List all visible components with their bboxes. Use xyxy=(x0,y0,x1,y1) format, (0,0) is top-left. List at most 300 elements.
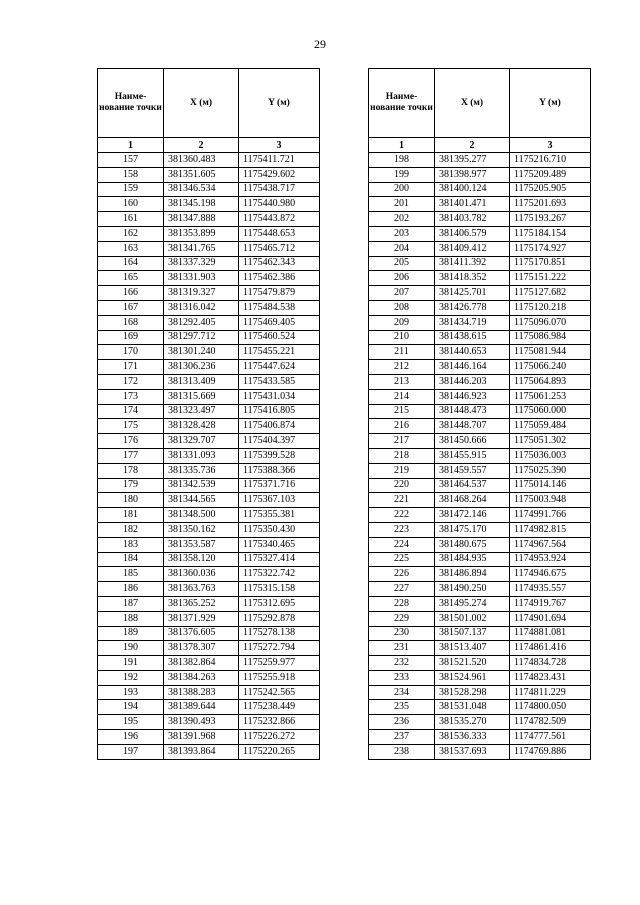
point-name-cell: 231 xyxy=(369,641,435,656)
table-row xyxy=(369,493,591,508)
point-name-cell: 225 xyxy=(369,552,435,567)
x-coordinate-cell: 381371.929 xyxy=(164,611,239,626)
x-coordinate-cell: 381475.170 xyxy=(435,522,510,537)
y-coordinate-cell: 1175278.138 xyxy=(239,626,320,641)
point-name-cell: 217 xyxy=(369,434,435,449)
x-coordinate-cell: 381353.587 xyxy=(164,537,239,552)
y-coordinate-cell: 1174777.561 xyxy=(510,730,591,745)
point-name-cell: 188 xyxy=(98,611,164,626)
y-coordinate-cell: 1175460.524 xyxy=(239,330,320,345)
x-coordinate-cell: 381347.888 xyxy=(164,212,239,227)
y-coordinate-cell: 1174935.557 xyxy=(510,582,591,597)
header-point-name: Наиме-нование точки xyxy=(369,69,435,138)
table-row xyxy=(98,744,320,759)
y-coordinate-cell: 1175388.366 xyxy=(239,463,320,478)
y-coordinate-cell: 1175406.874 xyxy=(239,419,320,434)
y-coordinate-cell: 1175255.918 xyxy=(239,670,320,685)
table-row xyxy=(98,537,320,552)
table-row xyxy=(98,670,320,685)
x-coordinate-cell: 381536.333 xyxy=(435,730,510,745)
y-coordinate-cell: 1175479.879 xyxy=(239,286,320,301)
point-name-cell: 195 xyxy=(98,715,164,730)
y-coordinate-cell: 1174967.564 xyxy=(510,537,591,552)
x-coordinate-cell: 381337.329 xyxy=(164,256,239,271)
point-name-cell: 169 xyxy=(98,330,164,345)
point-name-cell: 198 xyxy=(369,153,435,168)
table-row xyxy=(98,300,320,315)
coordinates-table-left xyxy=(97,68,320,760)
x-coordinate-cell: 381425.701 xyxy=(435,286,510,301)
point-name-cell: 163 xyxy=(98,241,164,256)
table-row xyxy=(369,212,591,227)
point-name-cell: 174 xyxy=(98,404,164,419)
point-name-cell: 207 xyxy=(369,286,435,301)
x-coordinate-cell: 381345.198 xyxy=(164,197,239,212)
y-coordinate-cell: 1174919.767 xyxy=(510,596,591,611)
table-row xyxy=(98,611,320,626)
y-coordinate-cell: 1175014.146 xyxy=(510,478,591,493)
page-number: 29 xyxy=(314,37,326,51)
point-name-cell: 176 xyxy=(98,434,164,449)
x-coordinate-cell: 381537.693 xyxy=(435,744,510,759)
column-number: 1 xyxy=(98,138,164,153)
x-coordinate-cell: 381521.520 xyxy=(435,656,510,671)
point-name-cell: 215 xyxy=(369,404,435,419)
table-row xyxy=(369,256,591,271)
table-row xyxy=(369,670,591,685)
point-name-cell: 238 xyxy=(369,744,435,759)
y-coordinate-cell: 1175315.158 xyxy=(239,582,320,597)
table-row xyxy=(98,641,320,656)
point-name-cell: 184 xyxy=(98,552,164,567)
y-coordinate-cell: 1175322.742 xyxy=(239,567,320,582)
x-coordinate-cell: 381446.164 xyxy=(435,360,510,375)
x-coordinate-cell: 381455.915 xyxy=(435,448,510,463)
table-row xyxy=(98,404,320,419)
x-coordinate-cell: 381403.782 xyxy=(435,212,510,227)
point-name-cell: 211 xyxy=(369,345,435,360)
x-coordinate-cell: 381535.270 xyxy=(435,715,510,730)
y-coordinate-cell: 1174991.766 xyxy=(510,508,591,523)
point-name-cell: 216 xyxy=(369,419,435,434)
table-row xyxy=(369,330,591,345)
table-row xyxy=(98,596,320,611)
header-y: Y (м) xyxy=(239,69,320,138)
x-coordinate-cell: 381365.252 xyxy=(164,596,239,611)
y-coordinate-cell: 1175292.878 xyxy=(239,611,320,626)
y-coordinate-cell: 1174901.694 xyxy=(510,611,591,626)
table-row xyxy=(98,626,320,641)
point-name-cell: 220 xyxy=(369,478,435,493)
y-coordinate-cell: 1175096.070 xyxy=(510,315,591,330)
y-coordinate-cell: 1175238.449 xyxy=(239,700,320,715)
y-coordinate-cell: 1175025.390 xyxy=(510,463,591,478)
table-row xyxy=(98,448,320,463)
table-row xyxy=(98,522,320,537)
y-coordinate-cell: 1174982.815 xyxy=(510,522,591,537)
y-coordinate-cell: 1174769.886 xyxy=(510,744,591,759)
x-coordinate-cell: 381344.565 xyxy=(164,493,239,508)
x-coordinate-cell: 381292.405 xyxy=(164,315,239,330)
table-row xyxy=(98,685,320,700)
point-name-cell: 157 xyxy=(98,153,164,168)
x-coordinate-cell: 381348.500 xyxy=(164,508,239,523)
point-name-cell: 179 xyxy=(98,478,164,493)
point-name-cell: 214 xyxy=(369,389,435,404)
table-row xyxy=(369,182,591,197)
x-coordinate-cell: 381484.935 xyxy=(435,552,510,567)
table-row xyxy=(98,315,320,330)
y-coordinate-cell: 1174861.416 xyxy=(510,641,591,656)
point-name-cell: 205 xyxy=(369,256,435,271)
point-name-cell: 160 xyxy=(98,197,164,212)
x-coordinate-cell: 381438.615 xyxy=(435,330,510,345)
point-name-cell: 183 xyxy=(98,537,164,552)
point-name-cell: 168 xyxy=(98,315,164,330)
x-coordinate-cell: 381301.240 xyxy=(164,345,239,360)
point-name-cell: 180 xyxy=(98,493,164,508)
point-name-cell: 167 xyxy=(98,300,164,315)
table-row xyxy=(369,626,591,641)
point-name-cell: 182 xyxy=(98,522,164,537)
y-coordinate-cell: 1174946.675 xyxy=(510,567,591,582)
x-coordinate-cell: 381391.968 xyxy=(164,730,239,745)
point-name-cell: 219 xyxy=(369,463,435,478)
table-row xyxy=(369,596,591,611)
table-row xyxy=(369,419,591,434)
x-coordinate-cell: 381360.483 xyxy=(164,153,239,168)
point-name-cell: 196 xyxy=(98,730,164,745)
x-coordinate-cell: 381459.557 xyxy=(435,463,510,478)
table-row xyxy=(369,404,591,419)
y-coordinate-cell: 1175429.602 xyxy=(239,167,320,182)
table-row xyxy=(369,552,591,567)
table-row xyxy=(369,700,591,715)
point-name-cell: 212 xyxy=(369,360,435,375)
header-row xyxy=(98,69,320,138)
table-row xyxy=(369,315,591,330)
x-coordinate-cell: 381328.428 xyxy=(164,419,239,434)
x-coordinate-cell: 381486.894 xyxy=(435,567,510,582)
x-coordinate-cell: 381358.120 xyxy=(164,552,239,567)
y-coordinate-cell: 1175484.538 xyxy=(239,300,320,315)
y-coordinate-cell: 1175447.624 xyxy=(239,360,320,375)
x-coordinate-cell: 381448.473 xyxy=(435,404,510,419)
table-row xyxy=(98,493,320,508)
table-row xyxy=(98,552,320,567)
point-name-cell: 227 xyxy=(369,582,435,597)
point-name-cell: 181 xyxy=(98,508,164,523)
table-row xyxy=(369,641,591,656)
point-name-cell: 233 xyxy=(369,670,435,685)
point-name-cell: 236 xyxy=(369,715,435,730)
table-row xyxy=(98,197,320,212)
table-row xyxy=(369,744,591,759)
header-y: Y (м) xyxy=(510,69,591,138)
x-coordinate-cell: 381501.002 xyxy=(435,611,510,626)
x-coordinate-cell: 381495.274 xyxy=(435,596,510,611)
point-name-cell: 158 xyxy=(98,167,164,182)
x-coordinate-cell: 381342.539 xyxy=(164,478,239,493)
table-row xyxy=(369,522,591,537)
x-coordinate-cell: 381406.579 xyxy=(435,226,510,241)
x-coordinate-cell: 381390.493 xyxy=(164,715,239,730)
y-coordinate-cell: 1175201.693 xyxy=(510,197,591,212)
point-name-cell: 203 xyxy=(369,226,435,241)
y-coordinate-cell: 1175448.653 xyxy=(239,226,320,241)
x-coordinate-cell: 381401.471 xyxy=(435,197,510,212)
x-coordinate-cell: 381395.277 xyxy=(435,153,510,168)
y-coordinate-cell: 1175371.716 xyxy=(239,478,320,493)
point-name-cell: 197 xyxy=(98,744,164,759)
x-coordinate-cell: 381346.534 xyxy=(164,182,239,197)
point-name-cell: 200 xyxy=(369,182,435,197)
y-coordinate-cell: 1175440.980 xyxy=(239,197,320,212)
point-name-cell: 210 xyxy=(369,330,435,345)
point-name-cell: 185 xyxy=(98,567,164,582)
column-number: 2 xyxy=(164,138,239,153)
y-coordinate-cell: 1175003.948 xyxy=(510,493,591,508)
point-name-cell: 213 xyxy=(369,374,435,389)
point-name-cell: 221 xyxy=(369,493,435,508)
point-name-cell: 173 xyxy=(98,389,164,404)
point-name-cell: 161 xyxy=(98,212,164,227)
table-row xyxy=(98,567,320,582)
x-coordinate-cell: 381384.263 xyxy=(164,670,239,685)
point-name-cell: 190 xyxy=(98,641,164,656)
table-row xyxy=(369,611,591,626)
point-name-cell: 170 xyxy=(98,345,164,360)
table-row xyxy=(369,448,591,463)
point-name-cell: 222 xyxy=(369,508,435,523)
y-coordinate-cell: 1175404.397 xyxy=(239,434,320,449)
column-number: 1 xyxy=(369,138,435,153)
table-row xyxy=(98,226,320,241)
table-row xyxy=(98,700,320,715)
x-coordinate-cell: 381434.719 xyxy=(435,315,510,330)
table-row xyxy=(369,434,591,449)
y-coordinate-cell: 1175462.386 xyxy=(239,271,320,286)
x-coordinate-cell: 381350.162 xyxy=(164,522,239,537)
y-coordinate-cell: 1175399.528 xyxy=(239,448,320,463)
y-coordinate-cell: 1175431.034 xyxy=(239,389,320,404)
table-row xyxy=(369,478,591,493)
point-name-cell: 164 xyxy=(98,256,164,271)
table-row xyxy=(369,286,591,301)
table-row xyxy=(98,241,320,256)
x-coordinate-cell: 381448.707 xyxy=(435,419,510,434)
x-coordinate-cell: 381331.903 xyxy=(164,271,239,286)
x-coordinate-cell: 381531.048 xyxy=(435,700,510,715)
y-coordinate-cell: 1175061.253 xyxy=(510,389,591,404)
y-coordinate-cell: 1175081.944 xyxy=(510,345,591,360)
table-row xyxy=(98,419,320,434)
table-row xyxy=(369,153,591,168)
table-row xyxy=(98,330,320,345)
x-coordinate-cell: 381528.298 xyxy=(435,685,510,700)
table-row xyxy=(98,715,320,730)
table-row xyxy=(98,582,320,597)
x-coordinate-cell: 381360.036 xyxy=(164,567,239,582)
y-coordinate-cell: 1174782.509 xyxy=(510,715,591,730)
x-coordinate-cell: 381335.736 xyxy=(164,463,239,478)
y-coordinate-cell: 1175170.851 xyxy=(510,256,591,271)
x-coordinate-cell: 381389.644 xyxy=(164,700,239,715)
y-coordinate-cell: 1175193.267 xyxy=(510,212,591,227)
y-coordinate-cell: 1175209.489 xyxy=(510,167,591,182)
table-row xyxy=(369,226,591,241)
x-coordinate-cell: 381353.899 xyxy=(164,226,239,241)
table-row xyxy=(98,360,320,375)
x-coordinate-cell: 381388.283 xyxy=(164,685,239,700)
point-name-cell: 187 xyxy=(98,596,164,611)
y-coordinate-cell: 1175205.905 xyxy=(510,182,591,197)
point-name-cell: 234 xyxy=(369,685,435,700)
point-name-cell: 224 xyxy=(369,537,435,552)
table-row xyxy=(98,256,320,271)
y-coordinate-cell: 1174834.728 xyxy=(510,656,591,671)
y-coordinate-cell: 1175327.414 xyxy=(239,552,320,567)
y-coordinate-cell: 1175184.154 xyxy=(510,226,591,241)
x-coordinate-cell: 381409.412 xyxy=(435,241,510,256)
point-name-cell: 202 xyxy=(369,212,435,227)
table-row xyxy=(369,345,591,360)
y-coordinate-cell: 1175051.302 xyxy=(510,434,591,449)
y-coordinate-cell: 1175151.222 xyxy=(510,271,591,286)
x-coordinate-cell: 381382.864 xyxy=(164,656,239,671)
y-coordinate-cell: 1174800.050 xyxy=(510,700,591,715)
table-row xyxy=(369,463,591,478)
y-coordinate-cell: 1175355.381 xyxy=(239,508,320,523)
y-coordinate-cell: 1175340.465 xyxy=(239,537,320,552)
table-body-right xyxy=(369,153,591,760)
table-row xyxy=(98,182,320,197)
header-point-name: Наиме-нование точки xyxy=(98,69,164,138)
point-name-cell: 165 xyxy=(98,271,164,286)
point-name-cell: 186 xyxy=(98,582,164,597)
x-coordinate-cell: 381315.669 xyxy=(164,389,239,404)
point-name-cell: 177 xyxy=(98,448,164,463)
column-number: 3 xyxy=(239,138,320,153)
point-name-cell: 171 xyxy=(98,360,164,375)
y-coordinate-cell: 1175455.221 xyxy=(239,345,320,360)
point-name-cell: 223 xyxy=(369,522,435,537)
table-row xyxy=(369,241,591,256)
point-name-cell: 235 xyxy=(369,700,435,715)
x-coordinate-cell: 381464.537 xyxy=(435,478,510,493)
point-name-cell: 232 xyxy=(369,656,435,671)
y-coordinate-cell: 1175367.103 xyxy=(239,493,320,508)
table-row xyxy=(369,389,591,404)
x-coordinate-cell: 381446.923 xyxy=(435,389,510,404)
table-row xyxy=(98,167,320,182)
y-coordinate-cell: 1175059.484 xyxy=(510,419,591,434)
point-name-cell: 208 xyxy=(369,300,435,315)
x-coordinate-cell: 381316.042 xyxy=(164,300,239,315)
table-row xyxy=(369,271,591,286)
table-row xyxy=(98,271,320,286)
table-row xyxy=(369,685,591,700)
point-name-cell: 175 xyxy=(98,419,164,434)
table-row xyxy=(98,463,320,478)
y-coordinate-cell: 1174881.081 xyxy=(510,626,591,641)
x-coordinate-cell: 381446.203 xyxy=(435,374,510,389)
point-name-cell: 191 xyxy=(98,656,164,671)
x-coordinate-cell: 381319.327 xyxy=(164,286,239,301)
x-coordinate-cell: 381472.146 xyxy=(435,508,510,523)
x-coordinate-cell: 381468.264 xyxy=(435,493,510,508)
point-name-cell: 166 xyxy=(98,286,164,301)
x-coordinate-cell: 381306.236 xyxy=(164,360,239,375)
table-row xyxy=(98,345,320,360)
y-coordinate-cell: 1175462.343 xyxy=(239,256,320,271)
column-number-row xyxy=(98,138,320,153)
point-name-cell: 159 xyxy=(98,182,164,197)
table-row xyxy=(98,478,320,493)
y-coordinate-cell: 1175433.585 xyxy=(239,374,320,389)
point-name-cell: 201 xyxy=(369,197,435,212)
point-name-cell: 226 xyxy=(369,567,435,582)
point-name-cell: 218 xyxy=(369,448,435,463)
header-row xyxy=(369,69,591,138)
point-name-cell: 230 xyxy=(369,626,435,641)
point-name-cell: 204 xyxy=(369,241,435,256)
y-coordinate-cell: 1175242.565 xyxy=(239,685,320,700)
x-coordinate-cell: 381341.765 xyxy=(164,241,239,256)
table-row xyxy=(98,389,320,404)
y-coordinate-cell: 1175272.794 xyxy=(239,641,320,656)
table-row xyxy=(369,537,591,552)
y-coordinate-cell: 1174823.431 xyxy=(510,670,591,685)
x-coordinate-cell: 381513.407 xyxy=(435,641,510,656)
point-name-cell: 189 xyxy=(98,626,164,641)
x-coordinate-cell: 381411.392 xyxy=(435,256,510,271)
table-row xyxy=(98,656,320,671)
x-coordinate-cell: 381490.250 xyxy=(435,582,510,597)
y-coordinate-cell: 1175465.712 xyxy=(239,241,320,256)
y-coordinate-cell: 1175064.893 xyxy=(510,374,591,389)
y-coordinate-cell: 1175259.977 xyxy=(239,656,320,671)
table-row xyxy=(369,715,591,730)
table-row xyxy=(369,167,591,182)
y-coordinate-cell: 1175120.218 xyxy=(510,300,591,315)
point-name-cell: 229 xyxy=(369,611,435,626)
table-row xyxy=(369,197,591,212)
table-row xyxy=(369,582,591,597)
point-name-cell: 194 xyxy=(98,700,164,715)
point-name-cell: 199 xyxy=(369,167,435,182)
x-coordinate-cell: 381329.707 xyxy=(164,434,239,449)
y-coordinate-cell: 1175127.682 xyxy=(510,286,591,301)
x-coordinate-cell: 381400.124 xyxy=(435,182,510,197)
x-coordinate-cell: 381378.307 xyxy=(164,641,239,656)
x-coordinate-cell: 381507.137 xyxy=(435,626,510,641)
point-name-cell: 206 xyxy=(369,271,435,286)
y-coordinate-cell: 1175438.717 xyxy=(239,182,320,197)
table-row xyxy=(98,153,320,168)
x-coordinate-cell: 381426.778 xyxy=(435,300,510,315)
point-name-cell: 193 xyxy=(98,685,164,700)
y-coordinate-cell: 1175469.405 xyxy=(239,315,320,330)
table-row xyxy=(369,656,591,671)
x-coordinate-cell: 381297.712 xyxy=(164,330,239,345)
y-coordinate-cell: 1175086.984 xyxy=(510,330,591,345)
y-coordinate-cell: 1175443.872 xyxy=(239,212,320,227)
table-row xyxy=(98,434,320,449)
table-row xyxy=(98,286,320,301)
y-coordinate-cell: 1175060.000 xyxy=(510,404,591,419)
table-row xyxy=(98,212,320,227)
